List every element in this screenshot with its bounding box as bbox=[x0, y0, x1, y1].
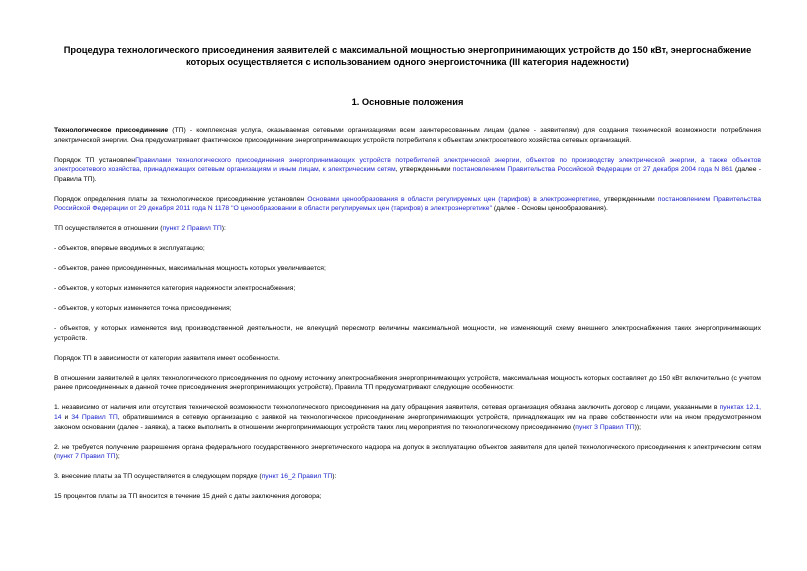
list-item: - объектов, у которых изменяется точка присоединения; bbox=[54, 305, 232, 313]
paragraph-text: ): bbox=[332, 473, 337, 481]
link-point-7[interactable]: пункт 7 Правил ТП bbox=[56, 453, 116, 461]
list-item: - объектов, у которых изменяется категория надежности электроснабжения; bbox=[54, 285, 296, 293]
paragraph-text: и bbox=[61, 413, 72, 421]
link-point-3[interactable]: пункт 3 Правил ТП bbox=[575, 423, 635, 431]
paragraph-text: )); bbox=[634, 423, 641, 431]
paragraph-text: , утвержденными bbox=[599, 195, 658, 203]
term-bold: Технологическое присоединение bbox=[54, 127, 169, 134]
paragraph-text: 1. независимо от наличия или отсутствия технической возможности технологического присоединения на дату обращения заявителя, сетевая организация обязана заключить договор с лицами, указанными в bbox=[54, 404, 720, 412]
paragraph-item-1 bbox=[54, 403, 761, 432]
list-item: - объектов, ранее присоединенных, максимальная мощность которых увеличивается; bbox=[54, 265, 326, 273]
paragraph-text: (далее - Основы ценообразования). bbox=[492, 205, 608, 213]
paragraph-item-2 bbox=[54, 443, 761, 462]
paragraph-150kw: В отношении заявителей в целях технологического присоединения по одному источнику электроснабжения энергопринимающих устройств, максимальная мощность которых составляет до 150 кВт включительно (с учетом ранее присоединенных в данной точке присоединения энергопринимающих устройств), Правила ТП предусматривают следующие особенности: bbox=[54, 374, 761, 392]
paragraph-text: ): bbox=[221, 225, 226, 233]
paragraph-text: Порядок ТП установлен bbox=[54, 156, 136, 164]
link-decree-861[interactable]: постановлением Правительства Российской Федерации от 27 декабря 2004 года N 861 bbox=[452, 166, 733, 174]
link-points-12-14[interactable]: пунктах 12.1, 14 bbox=[54, 404, 761, 421]
link-point-34[interactable]: 34 Правил ТП bbox=[71, 413, 118, 421]
link-decree-1178[interactable]: постановлением Правительства Российской Федерации от 29 декабря 2011 года N 1178 "О ценообразовании в области регулируемых цен (тарифов) в электроэнергетике" bbox=[54, 195, 761, 213]
paragraph-definition bbox=[54, 126, 761, 145]
paragraph-text: (ТП) - комплексная услуга, оказываемая сетевыми организациями всем заинтересованным лицам (далее - заявителям) для создания технической возможности потребления электрической энергии. Она предусматривает фактическое присоединение энергопринимающих устройств потребителя к объектам электросетевого хозяйства сетевых организаций. bbox=[54, 127, 761, 144]
paragraph-scope bbox=[54, 224, 761, 234]
paragraph-text: Порядок определения платы за технологическое присоединение установлен bbox=[54, 195, 308, 203]
paragraph-pricing-basis bbox=[54, 195, 761, 214]
document-title: Процедура технологического присоединения заявителей с максимальной мощностью энергопринимающих устройств до 150 кВт, энергоснабжение которых осуществляется с использованием одного энергоисточника (III категория надежности) bbox=[63, 45, 752, 67]
paragraph-text: (далее - Правила ТП). bbox=[54, 166, 762, 183]
link-pricing-basics[interactable]: Основами ценообразования в области регулируемых цен (тарифов) в электроэнергетике bbox=[307, 195, 600, 203]
link-point-2[interactable]: пункт 2 Правил ТП bbox=[162, 225, 222, 233]
paragraph-payment-15: 15 процентов платы за ТП вносится в течение 15 дней с даты заключения договора; bbox=[54, 493, 322, 501]
link-rules-tp[interactable]: Правилами технологического присоединения энергопринимающих устройств потребителей электрической энергии, объектов по производству электрической энергии, а также объектов электросетевого хозяйства, принадлежащих сетевым организациям и иным лицам, к электрическим сетям bbox=[54, 156, 762, 174]
paragraph-text: ); bbox=[115, 453, 120, 461]
paragraph-text: ТП осуществляется в отношении ( bbox=[54, 225, 163, 233]
list-item: - объектов, у которых изменяется вид производственной деятельности, не влекущий пересмотр величины максимальной мощности, не изменяющий схему внешнего электроснабжения таких энергопринимающих устройств. bbox=[54, 325, 761, 342]
paragraph-text: 2. не требуется получение разрешения органа федерального государственного энергетического надзора на допуск в эксплуатацию объектов заявителя для целей технологического присоединения к электрическим сетям ( bbox=[54, 443, 761, 461]
paragraph-text: , обратившимися в сетевую организацию с заявкой на технологическое присоединение энергопринимающих устройств, принадлежащих им на праве собственности или на ином предусмотренном законом основании (далее - заявка), а также выполнить в отношении энергопринимающих устройств таких лиц мероприятия по технологическому присоединению ( bbox=[54, 413, 761, 431]
paragraph-item-3 bbox=[54, 472, 761, 482]
list-item: - объектов, впервые вводимых в эксплуатацию; bbox=[54, 245, 205, 253]
link-point-16-2[interactable]: пункт 16_2 Правил ТП bbox=[261, 473, 333, 481]
section-title: 1. Основные положения bbox=[351, 97, 464, 107]
paragraph-rules-basis bbox=[54, 156, 761, 185]
paragraph-text: , утвержденными bbox=[395, 166, 453, 174]
paragraph-text: 3. внесение платы за ТП осуществляется в следующем порядке ( bbox=[54, 473, 262, 481]
paragraph-category: Порядок ТП в зависимости от категории заявителя имеет особенности. bbox=[54, 354, 280, 362]
